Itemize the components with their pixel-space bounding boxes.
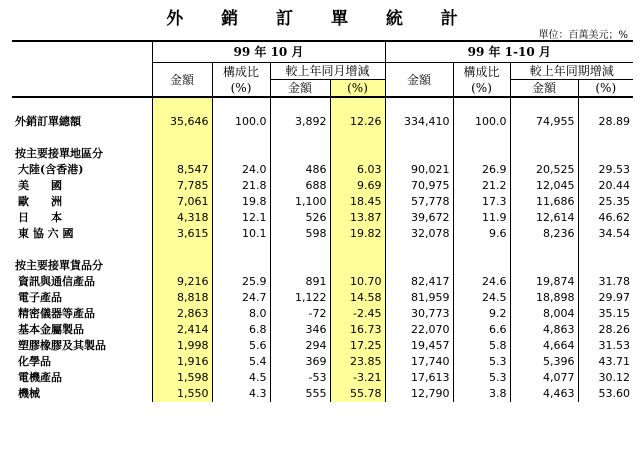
value-cell: 6.6	[453, 322, 510, 338]
value-cell: 55.78	[330, 386, 385, 402]
row-label: 資訊與通信產品	[18, 275, 95, 288]
value-cell: 21.2	[453, 178, 510, 194]
value-cell: 2,863	[152, 306, 212, 322]
value-cell: 4,077	[510, 370, 578, 386]
value-cell: 10.1	[212, 226, 270, 242]
spacer-cell	[212, 130, 270, 146]
value-cell: 12,614	[510, 210, 578, 226]
value-cell: 30.12	[578, 370, 633, 386]
value-cell: 57,778	[385, 194, 453, 210]
value-cell: 1,916	[152, 354, 212, 370]
value-cell: 9.6	[453, 226, 510, 242]
empty-cell	[510, 146, 578, 162]
spacer-cell	[12, 97, 152, 114]
value-cell: 39,672	[385, 210, 453, 226]
value-cell: 17,613	[385, 370, 453, 386]
row-label: 東 協 六 國	[18, 227, 74, 240]
value-cell: 10.70	[330, 274, 385, 290]
value-cell: 20,525	[510, 162, 578, 178]
value-cell: 16.73	[330, 322, 385, 338]
spacer-row	[12, 97, 633, 114]
spacer-cell	[212, 97, 270, 114]
product-row	[12, 354, 633, 370]
value-cell: 81,959	[385, 290, 453, 306]
share-label-cum: 構成比	[463, 64, 500, 79]
value-cell: 20.44	[578, 178, 633, 194]
spacer-cell	[270, 242, 330, 258]
value-cell: -3.21	[330, 370, 385, 386]
spacer-cell	[578, 130, 633, 146]
value-cell: 2,414	[152, 322, 212, 338]
spacer-cell	[12, 242, 152, 258]
empty-cell	[578, 146, 633, 162]
value-cell: 21.8	[212, 178, 270, 194]
value-cell: 1,122	[270, 290, 330, 306]
spacer-cell	[330, 130, 385, 146]
spacer-cell	[330, 242, 385, 258]
empty-cell	[385, 258, 453, 274]
yoy-period-amount-header: 金額	[510, 80, 578, 98]
region-row	[12, 178, 633, 194]
value-cell: 31.53	[578, 338, 633, 354]
value-cell: 891	[270, 274, 330, 290]
value-cell: 24.6	[453, 274, 510, 290]
value-cell: 28.26	[578, 322, 633, 338]
value-cell: 35,646	[152, 114, 212, 130]
table-header	[12, 41, 633, 97]
section-heading-row	[12, 146, 633, 162]
spacer-row	[12, 130, 633, 146]
value-cell: 3,892	[270, 114, 330, 130]
row-label: 大陸(含香港)	[18, 163, 84, 176]
value-cell: 46.62	[578, 210, 633, 226]
spacer-cell	[510, 130, 578, 146]
value-cell: 4.3	[212, 386, 270, 402]
value-cell: 8,547	[152, 162, 212, 178]
value-cell: 5.3	[453, 354, 510, 370]
empty-cell	[270, 146, 330, 162]
product-row	[12, 338, 633, 354]
value-cell: 24.5	[453, 290, 510, 306]
value-cell: 17.3	[453, 194, 510, 210]
value-cell: 598	[270, 226, 330, 242]
row-label: 機械	[18, 387, 40, 400]
value-cell: 18.45	[330, 194, 385, 210]
value-cell: 25.35	[578, 194, 633, 210]
value-cell: 5.4	[212, 354, 270, 370]
value-cell: 1,598	[152, 370, 212, 386]
value-cell: 11,686	[510, 194, 578, 210]
product-row	[12, 386, 633, 402]
empty-cell	[453, 146, 510, 162]
amount-header: 金額	[152, 63, 212, 98]
empty-cell	[330, 146, 385, 162]
yoy-month-amount-header: 金額	[270, 80, 330, 98]
value-cell: 26.9	[453, 162, 510, 178]
amount-header-cum: 金額	[385, 63, 453, 98]
row-label: 化學品	[18, 355, 51, 368]
spacer-cell	[385, 97, 453, 114]
region-row	[12, 210, 633, 226]
empty-cell	[212, 258, 270, 274]
empty-cell	[152, 146, 212, 162]
spacer-cell	[578, 242, 633, 258]
value-cell: 12,790	[385, 386, 453, 402]
value-cell: -2.45	[330, 306, 385, 322]
value-cell: -72	[270, 306, 330, 322]
spacer-cell	[152, 130, 212, 146]
value-cell: 5.3	[453, 370, 510, 386]
value-cell: 13.87	[330, 210, 385, 226]
empty-cell	[385, 146, 453, 162]
value-cell: 100.0	[212, 114, 270, 130]
row-label: 塑膠橡膠及其製品	[18, 339, 106, 352]
region-row	[12, 162, 633, 178]
region-row	[12, 194, 633, 210]
share-unit-cum: (%)	[471, 80, 492, 95]
value-cell: 9,216	[152, 274, 212, 290]
spacer-cell	[510, 97, 578, 114]
product-row	[12, 274, 633, 290]
spacer-cell	[578, 97, 633, 114]
value-cell: 28.89	[578, 114, 633, 130]
value-cell: 29.53	[578, 162, 633, 178]
row-label: 基本金屬製品	[18, 323, 84, 336]
export-orders-table	[12, 40, 633, 402]
value-cell: 24.0	[212, 162, 270, 178]
value-cell: 688	[270, 178, 330, 194]
spacer-cell	[385, 130, 453, 146]
spacer-cell	[152, 242, 212, 258]
value-cell: 53.60	[578, 386, 633, 402]
value-cell: 6.03	[330, 162, 385, 178]
row-label: 電機產品	[18, 371, 62, 384]
value-cell: 82,417	[385, 274, 453, 290]
value-cell: 17,740	[385, 354, 453, 370]
table-body	[12, 97, 633, 402]
empty-cell	[510, 258, 578, 274]
spacer-cell	[510, 242, 578, 258]
value-cell: 486	[270, 162, 330, 178]
value-cell: 8,004	[510, 306, 578, 322]
value-cell: 4,463	[510, 386, 578, 402]
period-cumulative-header: 99 年 1-10 月	[385, 41, 633, 63]
value-cell: 19,874	[510, 274, 578, 290]
value-cell: 8.0	[212, 306, 270, 322]
value-cell: 6.8	[212, 322, 270, 338]
value-cell: 43.71	[578, 354, 633, 370]
total-row	[12, 114, 633, 130]
spacer-cell	[453, 242, 510, 258]
spacer-cell	[270, 97, 330, 114]
value-cell: 90,021	[385, 162, 453, 178]
share-header	[212, 63, 270, 98]
value-cell: 3,615	[152, 226, 212, 242]
value-cell: 12.26	[330, 114, 385, 130]
value-cell: 34.54	[578, 226, 633, 242]
share-unit: (%)	[230, 80, 252, 95]
value-cell: 17.25	[330, 338, 385, 354]
value-cell: 8,236	[510, 226, 578, 242]
row-label: 外銷訂單總額	[15, 115, 81, 128]
value-cell: 1,100	[270, 194, 330, 210]
row-label: 按主要接單地區分	[15, 147, 103, 160]
value-cell: 334,410	[385, 114, 453, 130]
value-cell: 29.97	[578, 290, 633, 306]
value-cell: 19.8	[212, 194, 270, 210]
empty-cell	[270, 258, 330, 274]
empty-cell	[330, 258, 385, 274]
value-cell: 346	[270, 322, 330, 338]
share-label: 構成比	[222, 64, 259, 79]
product-row	[12, 290, 633, 306]
value-cell: 11.9	[453, 210, 510, 226]
value-cell: 4,664	[510, 338, 578, 354]
unit-note: 單位：百萬美元；%	[538, 30, 628, 41]
spacer-cell	[270, 130, 330, 146]
value-cell: 22,070	[385, 322, 453, 338]
value-cell: 100.0	[453, 114, 510, 130]
value-cell: 70,975	[385, 178, 453, 194]
share-header-cum	[453, 63, 510, 98]
yoy-period-pct-header: (%)	[578, 80, 633, 98]
value-cell: 31.78	[578, 274, 633, 290]
value-cell: 5,396	[510, 354, 578, 370]
value-cell: 23.85	[330, 354, 385, 370]
row-label: 電子產品	[18, 291, 62, 304]
value-cell: 369	[270, 354, 330, 370]
row-label: 美 國	[18, 179, 62, 192]
row-label: 日 本	[18, 211, 62, 224]
spacer-cell	[12, 130, 152, 146]
value-cell: 526	[270, 210, 330, 226]
value-cell: 12.1	[212, 210, 270, 226]
empty-cell	[152, 258, 212, 274]
value-cell: 9.2	[453, 306, 510, 322]
value-cell: 4.5	[212, 370, 270, 386]
value-cell: 19,457	[385, 338, 453, 354]
value-cell: 30,773	[385, 306, 453, 322]
value-cell: 18,898	[510, 290, 578, 306]
value-cell: 35.15	[578, 306, 633, 322]
row-label: 歐 洲	[18, 195, 62, 208]
value-cell: 5.8	[453, 338, 510, 354]
yoy-month-header: 較上年同月增減	[270, 63, 385, 80]
yoy-period-header: 較上年同期增減	[510, 63, 633, 80]
product-row	[12, 322, 633, 338]
spacer-cell	[212, 242, 270, 258]
spacer-cell	[385, 242, 453, 258]
value-cell: -53	[270, 370, 330, 386]
value-cell: 9.69	[330, 178, 385, 194]
spacer-cell	[453, 130, 510, 146]
page-title: 外 銷 訂 單 統 計	[166, 9, 474, 29]
value-cell: 24.7	[212, 290, 270, 306]
value-cell: 555	[270, 386, 330, 402]
region-row	[12, 226, 633, 242]
empty-cell	[453, 258, 510, 274]
value-cell: 1,998	[152, 338, 212, 354]
spacer-row	[12, 242, 633, 258]
value-cell: 32,078	[385, 226, 453, 242]
spacer-cell	[152, 97, 212, 114]
value-cell: 3.8	[453, 386, 510, 402]
empty-cell	[212, 146, 270, 162]
value-cell: 5.6	[212, 338, 270, 354]
value-cell: 7,785	[152, 178, 212, 194]
value-cell: 12,045	[510, 178, 578, 194]
period-month-header: 99 年 10 月	[152, 41, 385, 63]
value-cell: 25.9	[212, 274, 270, 290]
spacer-cell	[330, 97, 385, 114]
value-cell: 294	[270, 338, 330, 354]
value-cell: 8,818	[152, 290, 212, 306]
value-cell: 74,955	[510, 114, 578, 130]
product-row	[12, 306, 633, 322]
yoy-month-pct-header: (%)	[330, 80, 385, 98]
value-cell: 14.58	[330, 290, 385, 306]
value-cell: 4,318	[152, 210, 212, 226]
row-label: 精密儀器等產品	[18, 307, 95, 320]
value-cell: 19.82	[330, 226, 385, 242]
product-row	[12, 370, 633, 386]
section-heading-row	[12, 258, 633, 274]
spacer-cell	[453, 97, 510, 114]
row-label: 按主要接單貨品分	[15, 259, 103, 272]
value-cell: 1,550	[152, 386, 212, 402]
value-cell: 7,061	[152, 194, 212, 210]
empty-cell	[578, 258, 633, 274]
value-cell: 4,863	[510, 322, 578, 338]
